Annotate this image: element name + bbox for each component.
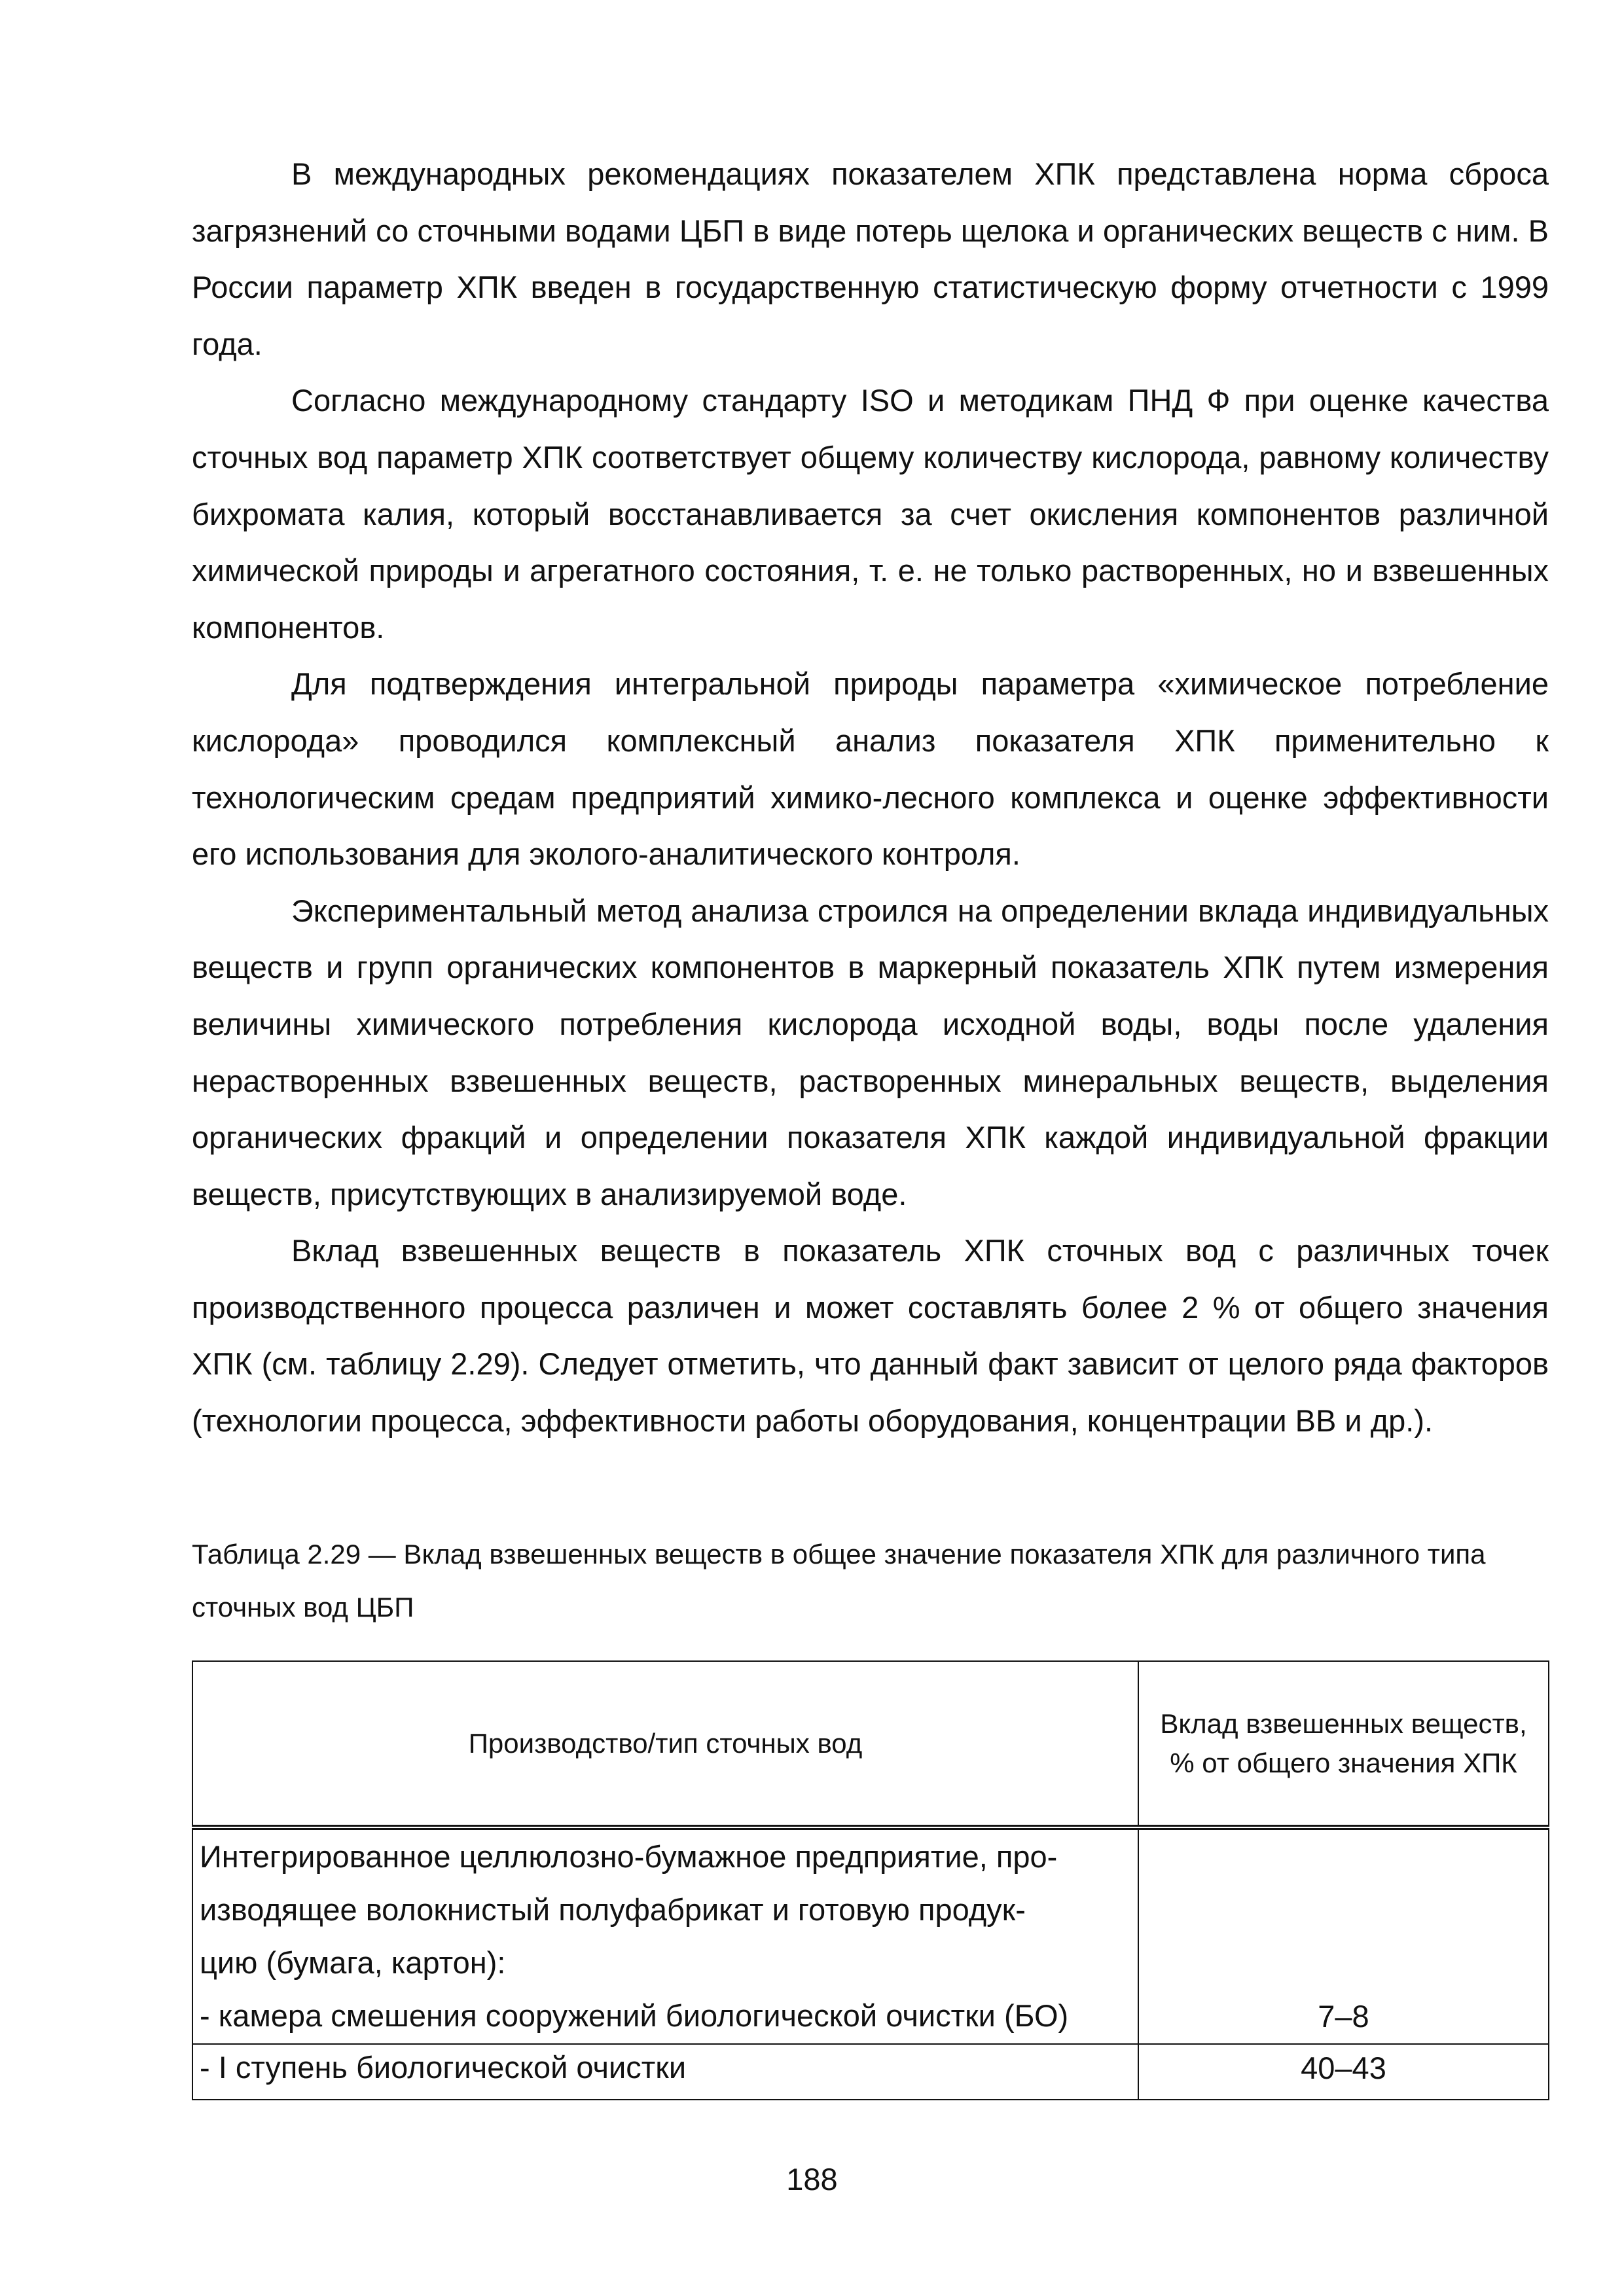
row-value: 7–8	[1318, 1999, 1369, 2034]
body-text	[192, 146, 1549, 1450]
page-number: 188	[786, 2162, 838, 2197]
table-row	[192, 1827, 1549, 2044]
table-row	[192, 2044, 1549, 2100]
row-label-line: Интегрированное целлюлозно-бумажное предприятие, про-	[200, 1839, 1058, 1874]
table-caption: Таблица 2.29 — Вклад взвешенных веществ в общее значение показателя ХПК для различного типа сточных вод ЦБП	[192, 1539, 1486, 1623]
paragraph: Для подтверждения интегральной природы параметра «химическое потребление кислорода» проводился комплексный анализ показателя ХПК применительно к технологическим средам предприятий химико-лесного комплекса и оценке эффективности его использования для эколого-аналитического контроля.	[192, 666, 1549, 872]
table-header-row	[192, 1661, 1549, 1827]
paragraph: Согласно международному стандарту ISO и методикам ПНД Ф при оценке качества сточных вод параметр ХПК соответствует общему количеству кислорода, равному количеству бихромата калия, который восстанавливается за счет окисления компонентов различной химической природы и агрегатного состояния, т. е. не только растворенных, но и взвешенных компонентов.	[192, 383, 1549, 645]
row-value-cell	[1138, 1827, 1549, 2044]
row-label-cell	[192, 2044, 1138, 2100]
paragraph: Экспериментальный метод анализа строился на определении вклада индивидуальных веществ и групп органических компонентов в маркерный показатель ХПК путем измерения величины химического потребления кислорода исходной воды, воды после удаления нерастворенных взвешенных веществ, растворенных минеральных веществ, выделения органических фракций и определении показателя ХПК каждой индивидуальной фракции веществ, присутствующих в анализируемой воде.	[192, 893, 1549, 1211]
data-table	[192, 1660, 1549, 2100]
row-label-line: изводящее волокнистый полуфабрикат и готовую продук-	[200, 1892, 1026, 1927]
row-value-cell	[1138, 2044, 1549, 2100]
column-header-contribution: Вклад взвешенных веществ, % от общего значения ХПК	[1138, 1661, 1549, 1827]
row-label-line: - I ступень биологической очистки	[200, 2050, 687, 2085]
paragraph: В международных рекомендациях показателем ХПК представлена норма сброса загрязнений со сточными водами ЦБП в виде потерь щелока и органических веществ с ним. В России параметр ХПК введен в государственную статистическую форму отчетности с 1999 года.	[192, 156, 1549, 361]
row-label-line: - камера смешения сооружений биологической очистки (БО)	[200, 1998, 1069, 2033]
column-header-production: Производство/тип сточных вод	[192, 1661, 1138, 1827]
row-label-cell	[192, 1827, 1138, 2044]
row-value: 40–43	[1301, 2051, 1386, 2085]
row-label-line: цию (бумага, картон):	[200, 1945, 506, 1980]
paragraph: Вклад взвешенных веществ в показатель ХПК сточных вод с различных точек производственного процесса различен и может составлять более 2 % от общего значения ХПК (см. таблицу 2.29). Следует отметить, что данный факт зависит от целого ряда факторов (технологии процесса, эффективности работы оборудования, концентрации ВВ и др.).	[192, 1233, 1549, 1439]
